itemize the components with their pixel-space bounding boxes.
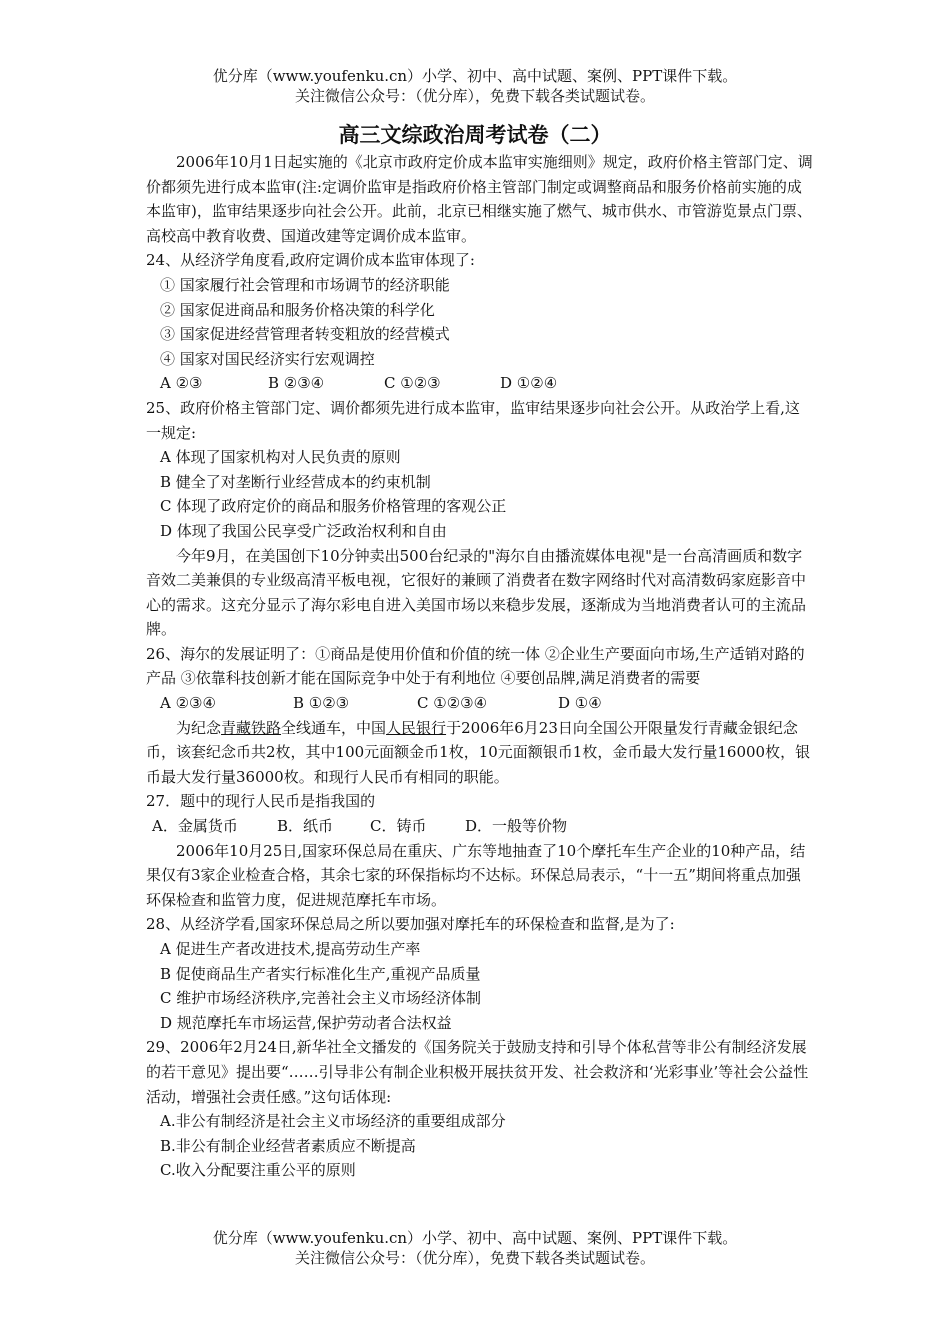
q26-stem: 26、海尔的发展证明了：①商品是使用价值和价值的统一体 ②企业生产要面向市场,生产适销对路的产品 ③依靠科技创新才能在国际竞争中处于有利地位 ④要创品牌,满足消费者的需要 [146, 644, 805, 688]
q27-choice-d: D．一般等价物 [465, 817, 568, 836]
link-qinghai-tibet-railway[interactable]: 青藏铁路 [221, 718, 282, 737]
q27-stem: 27．题中的现行人民币是指我国的 [146, 792, 376, 811]
q29-stem: 29、2006年2月24日,新华社全文播发的《国务院关于鼓励支持和引导个体私营等非公有制经济发展的若干意见》提出要“……引导非公有制企业积极开展扶贫开发、社会救济和‘光彩事业’等社会公益性活动，增强社会责任感。”这句话体现: [146, 1038, 809, 1106]
page-title: 高三文综政治周考试卷（二） [338, 122, 612, 147]
q24-choice-a: A ②③ [160, 374, 203, 393]
footer-line-2: 关注微信公众号：（优分库），免费下载各类试题试卷。 [294, 1249, 655, 1267]
q24-choice-d: D ①②④ [500, 374, 558, 393]
q24-item-1: ① 国家履行社会管理和市场调节的经济职能 [160, 275, 450, 294]
q25-option-a: A 体现了国家机构对人民负责的原则 [160, 448, 401, 467]
q24-stem: 24、从经济学角度看,政府定调价成本监审体现了: [146, 251, 475, 270]
q24-choice-c: C ①②③ [384, 374, 441, 393]
material-2: 今年9月，在美国创下10分钟卖出500台纪录的"海尔自由播流媒体电视"是一台高清画质和数字音效二美兼俱的专业级高清平板电视，它很好的兼顾了消费者在数字网络时代对高清数码家庭影音中心的需求。这充分显示了海尔彩电自进入美国市场以来稳步发展，逐渐成为当地消费者认可的主流品牌。 [146, 546, 807, 639]
q26-choice-d: D ①④ [558, 694, 602, 713]
q25-option-b: B 健全了对垄断行业经营成本的约束机制 [160, 472, 431, 491]
q25-option-c: C 体现了政府定价的商品和服务价格管理的客观公正 [160, 497, 507, 516]
q24-choice-b: B ②③④ [268, 374, 325, 393]
q24-item-3: ③ 国家促进经营管理者转变粗放的经营模式 [160, 325, 450, 344]
q24-choices [146, 371, 814, 396]
q27-choice-a: A．金属货币 [152, 817, 238, 836]
q24-item-2: ② 国家促进商品和服务价格决策的科学化 [160, 300, 435, 319]
material-1: 2006年10月1日起实施的《北京市政府定价成本监审实施细则》规定，政府价格主管部门定、调价都须先进行成本监审(注:定调价监审是指政府价格主管部门制定或调整商品和服务价格前实施的成本监审)，监审结果逐步向社会公开。此前，北京已相继实施了燃气、城市供水、市管游览景点门票、高校高中教育收费、国道改建等定调价成本监审。 [146, 153, 813, 245]
q26-choice-b: B ①②③ [293, 694, 350, 713]
material-3-part-2: 全线通车，中国 [281, 718, 387, 737]
material-3 [146, 716, 814, 790]
exam-body [146, 150, 814, 1183]
q27-choice-c: C．铸币 [370, 817, 427, 836]
q24-item-4: ④ 国家对国民经济实行宏观调控 [160, 349, 375, 368]
q28-option-b: B 促使商品生产者实行标准化生产,重视产品质量 [160, 964, 481, 983]
footer-line-1: 优分库（www.youfenku.cn）小学、初中、高中试题、案例、PPT课件下载。 [212, 1229, 738, 1247]
q26-choice-a: A ②③④ [160, 694, 216, 713]
link-peoples-bank[interactable]: 人民银行 [386, 718, 447, 737]
q25-stem: 25、政府价格主管部门定、调价都须先进行成本监审，监审结果逐步向社会公开。从政治学上看,这一规定: [146, 398, 800, 442]
q28-option-c: C 维护市场经济秩序,完善社会主义市场经济体制 [160, 989, 482, 1008]
q29-option-c: C.收入分配要注重公平的原则 [160, 1161, 356, 1180]
material-3-part-1: 为纪念 [176, 718, 222, 737]
q26-choice-c: C ①②③④ [417, 694, 488, 713]
q29-option-a: A.非公有制经济是社会主义市场经济的重要组成部分 [160, 1112, 506, 1131]
q28-option-d: D 规范摩托车市场运营,保护劳动者合法权益 [160, 1013, 452, 1032]
q28-stem: 28、从经济学看,国家环保总局之所以要加强对摩托车的环保检查和监督,是为了: [146, 915, 675, 934]
q29-option-b: B.非公有制企业经营者素质应不断提高 [160, 1136, 416, 1155]
header-line-2: 关注微信公众号：（优分库），免费下载各类试题试卷。 [294, 87, 655, 105]
q28-option-a: A 促进生产者改进技术,提高劳动生产率 [160, 940, 421, 958]
material-3-part-3: 于2006年6月23日向全国公开限量发行青藏金银纪念币，该套纪念币共2枚，其中100元面额金币1枚，10元面额银币1枚，金币最大发行量16000枚，银币最大发行量36000枚。和现行人民币有相同的职能。 [146, 718, 811, 786]
q27-choices [146, 814, 814, 839]
header-line-1: 优分库（www.youfenku.cn）小学、初中、高中试题、案例、PPT课件下载。 [212, 67, 738, 85]
q25-option-d: D 体现了我国公民享受广泛政治权利和自由 [160, 521, 447, 540]
q26-choices [146, 691, 814, 716]
material-4: 2006年10月25日,国家环保总局在重庆、广东等地抽查了10个摩托车生产企业的10种产品，结果仅有3家企业检查合格，其余七家的环保指标均不达标。环保总局表示，“十一五”期间将重点加强环保检查和监管力度，促进规范摩托车市场。 [146, 841, 806, 909]
q27-choice-b: B．纸币 [277, 817, 334, 836]
